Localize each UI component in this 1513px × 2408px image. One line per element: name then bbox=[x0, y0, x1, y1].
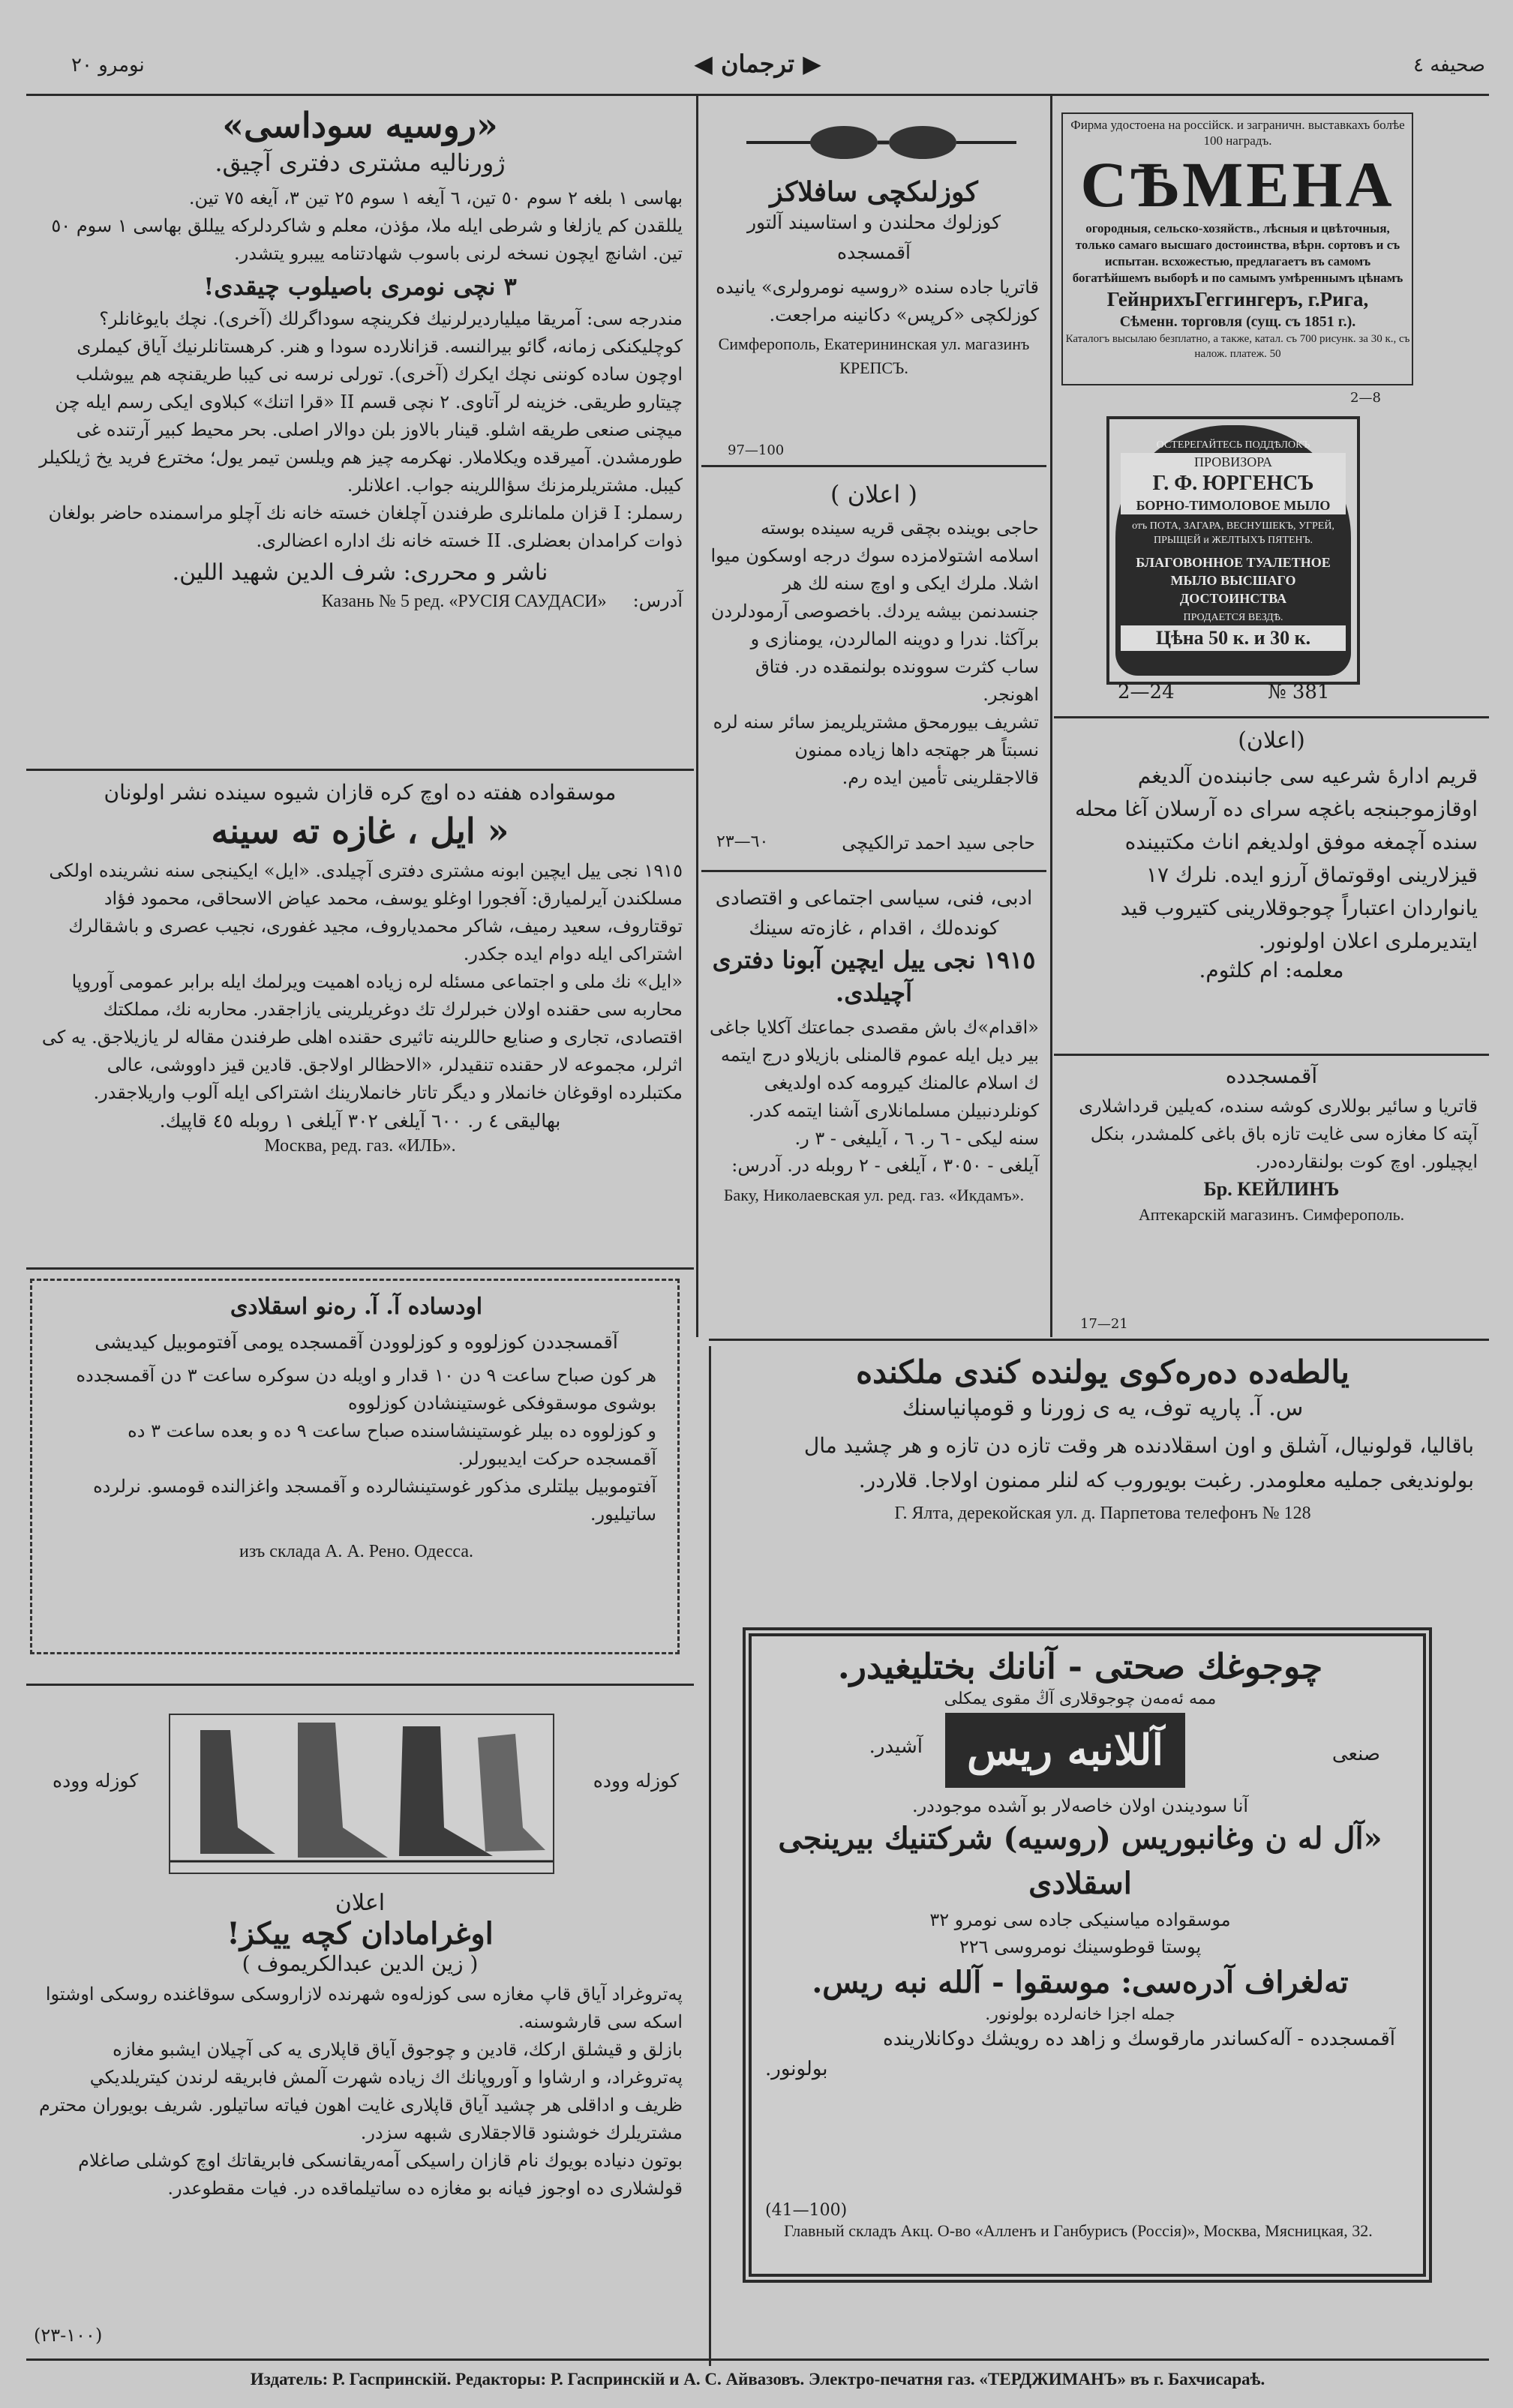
rusia-title: «روسيه سوداسى» bbox=[222, 105, 498, 145]
semena-firm-ru: ГейнрихъГеггингеръ, г.Рига, bbox=[1106, 288, 1369, 310]
yalta-body: باقاليا، قولونيال، آشلق و اون اسقلادنده هر وقت تازه دن تازه و هر چشيد مال بولونديغى جمليه معلومدر. رغبت بويوروب كه لنلر ممنون اولاجا. قلاردر. bbox=[803, 1433, 1474, 1492]
allen-brand-row bbox=[765, 1713, 1395, 1795]
shoes-code: (١٠٠-٢٣) bbox=[34, 2325, 103, 2346]
rule-keilin bbox=[709, 1339, 1489, 1341]
ilan1-body: حاجى بوينده بچقى قريه سينده بوستە اسلامە اشتولامزده سوك درجه اوسكون ميوا اشلا. ملرك ايكى و اوچ سنه لك هر جنسدنمن بيشه يردك. باخصوصى آرمودلردن برآكثا. ندرا و دوينه المالردن، يومنازى و ساب كثرت سوونده بولنمقده در. فتاق اهونجر. bbox=[710, 517, 1039, 705]
rusia-headline: ٣ نچى نومرى باصيلوب چيقدى! bbox=[203, 272, 517, 301]
shoes-title: اوغرامادان كچه ييكز! bbox=[227, 1916, 494, 1951]
issue-number: نومرو ٢٠ bbox=[71, 54, 145, 76]
allen-ashidir: آشيدر. bbox=[869, 1735, 923, 1758]
glasses-p2: قاتريا جاده سنده «روسيه نومرولرى» يانيده كوزلكچى «كرپس» دكانينه مراجعت. bbox=[716, 277, 1039, 325]
ilan2-teacher: معلمه: ام كلثوم. bbox=[1199, 958, 1344, 982]
ad-reno bbox=[56, 1294, 656, 1562]
rule-ilan1 bbox=[701, 870, 1046, 872]
allen-sanai: صنعى bbox=[1331, 1743, 1380, 1765]
iqdam-title: ١٩١٥ نجى ييل ايچين آبونا دفترى آچيلدى. bbox=[712, 946, 1036, 1007]
iqdam-price2: آيلغى - ٣٠٥٠ ، آيلغى - ٢ روبله در. آدرس: bbox=[731, 1155, 1039, 1176]
shoes-right-label: كوزله ووده bbox=[593, 1770, 679, 1792]
rusia-address-label: آدرس: bbox=[632, 590, 683, 611]
rule-jurgens bbox=[1054, 716, 1489, 718]
jurgens-text bbox=[1121, 438, 1346, 651]
jurgens-code-right: № 381 bbox=[1268, 681, 1330, 703]
iqdam-intro: ادبى، فنى، سياسى اجتماعى و اقتصادى كوندەلك ، اقدام ، غازەته سينك bbox=[715, 887, 1033, 940]
shoes-illustration bbox=[169, 1714, 554, 1874]
footer-imprint: Издатель: Р. Гаспринскій. Редакторы: Р. Гаспринскій и А. С. Айвазовъ. Электро-печатня газ. «ТЕРДЖИМАНЪ» въ г. Бахчисараѣ. bbox=[250, 2370, 1265, 2389]
yalta-subtitle: س. آ. پارپه توف، يه ى زورنا و قومپانياسنك bbox=[902, 1395, 1304, 1421]
ad-semena bbox=[1065, 117, 1410, 361]
rusia-price: بهاسى ١ بلغه ٢ سوم ٥٠ تين، ٦ آيغه ١ سوم ٢٥ تين ٣، آيغه ٧٥ تين. bbox=[188, 187, 683, 208]
ad-il-gazette bbox=[38, 780, 683, 1156]
ad-glasses bbox=[709, 176, 1039, 380]
il-intro: موسقواده هفته ده اوچ كره قازان شيوه سينده نشر اولونان bbox=[104, 780, 617, 805]
allen-agent-end: بولونور. bbox=[765, 2058, 828, 2080]
il-title: « ايل ، غازه ته سينه bbox=[211, 811, 509, 851]
rusia-address-ru: Казань № 5 ред. «РУСІЯ САУДАСИ» bbox=[321, 592, 607, 611]
rusia-p2: مندرجه سى: آمريقا ميليارديرلرنيك فكرينچه سوداگرلك (آخرى). نچك بايوغانلر؟ كوچليكنكى زمانه، گائو بيرالنسه. قزانلارده سودا و هنر. كرهستانلرنيك آياق كيملرى اوچون ساده كوننى نچك ايكرك (آخرى). تورلى نرسه نى كيبا طريقنچه هم ييوشلب چيتارو طريقى. خزينه لر آتاوى. ٢ نچى قسم II «قرا اتنك» كبلاوى ايكى رسم ايله چن ميچنى صنعى طريقه اشلو. قينار بالاوز بلن دوالار اصلى. بحر محيط كبير آرتنده غى طورمشدن. آميرقده ويكلاملار. نهكرمه چيز هم ويلسن تيمر يول؛ مخترع فريد يخ ژيلكيلر كيبل. مشتريلرمزنك سؤاللرينه جواب. اعلانلر. bbox=[39, 308, 683, 496]
jurgens-product: БОРНО-ТИМОЛОВОЕ МЫЛО bbox=[1121, 496, 1346, 514]
shoes-drawing-icon bbox=[170, 1715, 553, 1873]
paper-name bbox=[615, 49, 900, 78]
divider-lower bbox=[709, 1346, 711, 2366]
paper-name-text: ترجمان bbox=[720, 49, 795, 78]
keilin-body: قاتريا و سائير بوللارى كوشه سنده، كەيلين قرداشلارى آپته كا مغازه سى غايت تازه باق باغى كلمشدر، بنكل ايچيلور. اوچ كوت بولنقاردەدر. bbox=[1079, 1096, 1478, 1172]
jurgens-quality: БЛАГОВОННОЕ ТУАЛЕТНОЕ МЫЛО ВЫСШАГО ДОСТОИНСТВА bbox=[1136, 555, 1331, 606]
semena-desc-ru: огородныя, сельско-хозяйств., лѣсныя и цвѣточныя, только самаго высшаго достоинства, вѣрн. сортовъ и съ испытан. всхожестью, предлагаетъ въ самомъ богатѣйшемъ выборѣ и по самымъ умѣреннымъ цѣнамъ bbox=[1072, 221, 1403, 285]
jurgens-uses: отъ ПОТА, ЗАГАРА, ВЕСНУШЕКЪ, УГРЕЙ, ПРЫЩЕЙ и ЖЕЛТЫХЪ ПЯТЕНЪ. bbox=[1132, 520, 1334, 546]
jurgens-code-left: 2—24 bbox=[1118, 681, 1175, 703]
rusia-p1: يللقدن كم يازلغا و شرطى ايله ملا، مؤذن، معلم و شاكردلركه ييللق بهاسى ١ سوم ٥٠ تين. اشانچ ايچون نسخه لرنى باسوب شهادتنامه ييبرو يتشدر. bbox=[51, 215, 683, 264]
arrow-left-icon: ◀ bbox=[694, 49, 713, 78]
ad-allen bbox=[765, 1646, 1395, 2084]
allen-telegraph: تەلغراف آدرەسى: موسقوا - آلله نبه ريس. bbox=[812, 1965, 1349, 2000]
ad-shoes bbox=[38, 1890, 683, 2203]
semena-firm2-ru: Сѣменн. торговля (сущ. съ 1851 г.). bbox=[1119, 313, 1356, 330]
allen-brand: آللانبه ريس bbox=[945, 1713, 1185, 1788]
divider-left bbox=[696, 96, 698, 1337]
keilin-address-ru: Аптекарскій магазинъ. Симферополь. bbox=[1138, 1205, 1405, 1224]
divider-right bbox=[1050, 96, 1052, 1337]
allen-code: (41—100) bbox=[765, 2201, 848, 2220]
semena-code: 2—8 bbox=[1350, 390, 1381, 406]
allen-post: پوستا قوطوسينك نومروسى ٢٢٦ bbox=[959, 1936, 1202, 1957]
eyeglasses-icon bbox=[743, 120, 1020, 165]
yalta-title: يالطەده دەرەكوى يولنده كندى ملكنده bbox=[856, 1354, 1349, 1390]
allen-sub2: آنا سوديندن اولان خاصەلار بو آشده موجوددر. bbox=[911, 1795, 1249, 1816]
semena-header-ru: Фирма удостоена на россійск. и заграничн. выставкахъ болѣе 100 наградъ. bbox=[1070, 118, 1405, 148]
jurgens-name: Г. Ф. ЮРГЕНСЪ bbox=[1121, 471, 1346, 496]
ad-iqdam bbox=[709, 883, 1039, 1207]
jurgens-provizor: ПРОВИЗОРА bbox=[1121, 453, 1346, 471]
reno-p4: آفتوموبيل بيلتلرى مذكور غوستينشالرده و آقمسجد واغزالنده قومسو. نرلرده ساتيليور. bbox=[93, 1476, 656, 1525]
ilan2-title: (اعلان) bbox=[1238, 727, 1305, 754]
rusia-subtitle: ژورناليه مشترى دفترى آچيق. bbox=[215, 148, 506, 177]
rusia-address-row bbox=[38, 590, 683, 617]
il-address-ru: Москва, ред. газ. «ИЛЬ». bbox=[264, 1136, 456, 1156]
rule-glasses bbox=[701, 465, 1046, 467]
allen-company: «آل له ن وغانبوريس (روسيه) شركتنيك بيرينجى اسقلادى bbox=[778, 1821, 1382, 1901]
arrow-right-icon: ▶ bbox=[803, 49, 821, 78]
keilin-name-ru: Бр. КЕЙЛИНЪ bbox=[1203, 1178, 1340, 1200]
ad-keilin bbox=[1065, 1063, 1478, 1227]
iqdam-body: «اقدام»ك باش مقصدى جماعتك آكلايا جاغى بير ديل ايله عموم قالمنلى بازيلاو درج ايتمه ك اسلام عالمنك كيرومه كده اولديغى كونلردنبيلن مسلمانلارى آشنا ايتمه كدر. bbox=[710, 1017, 1039, 1121]
reno-title: اودساده آ. آ. رەنو اسقلادى bbox=[230, 1294, 483, 1320]
ad-jurgens-box bbox=[1106, 416, 1360, 685]
allen-moscow: موسقواده مياسنيكى جاده سى نومرو ٣٢ bbox=[929, 1909, 1231, 1930]
keilin-title: آقمسجدده bbox=[1225, 1063, 1318, 1088]
shoes-ilan: اعلان bbox=[335, 1890, 386, 1916]
keilin-code: 17—21 bbox=[1080, 1316, 1128, 1332]
rule-ilan2 bbox=[1054, 1054, 1489, 1056]
reno-footer-ru: изъ склада А. А. Рено. Одесса. bbox=[239, 1542, 474, 1561]
ilan2-body: قريم ادارهٔ شرعيه سى جانبندەن آلديغم اوقازموجبنجه باغچه سراى ده آرسلان آغا محله سنده آچمغه موفق اولديغم اناث مكتبينده قيزلارينى اوقوتماق آرزو ايده. نلرك ١٧ يانواردان اعتباراً چوجوقلارينى كتيروب قيد ايتديرملرى اعلان اولونور. bbox=[1074, 763, 1478, 953]
glasses-p1: كوزلوك محلندن و استاسيند آلتور آقمسجده bbox=[746, 211, 1001, 263]
glasses-title: كوزلىكچى سافلاكز bbox=[770, 176, 978, 208]
yalta-address-ru: Г. Ялта, дерекойская ул. д. Парпетова телефонъ № 128 bbox=[894, 1504, 1311, 1523]
il-price: بهاليقى ٤ ر. ٦٠٠ آيلغى ٣٠٢ آيلغى ١ روبله ٤٥ قاپيك. bbox=[159, 1110, 561, 1132]
il-p2: «ايل» نك ملى و اجتماعى مسئله لره زياده اهميت ويرلمك ايله برابر عمومى آوروپا محاربه سى حقنده اولان خبرلرك تك دوغريلرينى يازاجقدر. محاربه نك، مملكتك اقتصادى، تجارى و صنايع حاللرينه تاثيرى حقنده اهلى طرفندن مقاله لر يازيلاجق. يه كى اثرلر، مجموعه لار حقنده تنقيدلر، «الاحظالر اولاجق. قادين قيز داووشى، عالى مكتبلرده اوقوغان خانملار و ديگر تاتار خانملارينك اشتراكى ايله آلوب واريلاجقدر. bbox=[41, 971, 683, 1103]
rule-il bbox=[26, 1267, 694, 1270]
glasses-code: 97—100 bbox=[728, 442, 785, 458]
rusia-p3: رسملر: I قزان ملمانلرى طرفندن آچلغان خسته خانه نك آچلو مراسمنده حاضر بولغان ذوات كرامدان بعضلرى. II خسته خانه نك اداره اعضالرى. bbox=[48, 502, 683, 551]
ad-yalta bbox=[731, 1354, 1474, 1524]
ad-ilan-school bbox=[1065, 727, 1478, 982]
jurgens-arc-top: ОСТЕРЕГАЙТЕСЬ ПОДДѢЛОКЪ bbox=[1156, 439, 1310, 451]
allen-sub1: ممه ئەمەن چوجوقلارى آڭ مقوى يمكلى bbox=[944, 1690, 1217, 1708]
semena-catalog-ru: Каталогъ высылаю безплатно, а также, катал. съ 700 рисунк. за 30 к., съ налож. платеж. 50 bbox=[1065, 333, 1410, 360]
page-label: صحيفه ٤ bbox=[1412, 54, 1485, 76]
footer-rule bbox=[26, 2359, 1489, 2361]
allen-title: چوجوغك صحتى - آنانك بختليغيدر. bbox=[837, 1646, 1323, 1687]
rusia-publisher: ناشر و محررى: شرف الدين شهيد اللين. bbox=[172, 559, 548, 586]
shoes-p3: بوتون دنياده بويوك نام قازان راسيكى آمەريقانسكى فابريقاتك اوچ كوشلى صاغلام قولشلارى ده اوجوز فيانه بو مغازه ده ساتيلماقده در. فيات مقطوعدر. bbox=[78, 2150, 683, 2199]
shoes-p1: پەتروغراد آياق قاپ مغازه سى كوزلەوه شهرنده لازاروسكى سوقاغنده روسكى اوشتوا اسكه سى قارشوسنه. bbox=[45, 1984, 683, 2032]
reno-p1: آقمسجددن كوزلووه و كوزلوودن آقمسجده يومى آفتوموبيل كيديشى bbox=[95, 1331, 618, 1353]
semena-title-ru: СѢМЕНА bbox=[1080, 148, 1395, 220]
glasses-illustration bbox=[743, 120, 1020, 165]
ilan1-code: ٦٠—٢٣ bbox=[716, 832, 769, 851]
rule-rusia bbox=[26, 769, 694, 771]
ilan1-signature: حاجى سيد احمد ترالكيچى bbox=[842, 832, 1035, 853]
jurgens-sold: ПРОДАЕТСЯ ВЕЗДѢ. bbox=[1183, 612, 1283, 623]
glasses-address-ru: Симферополь, Екатерининская ул. магазинъ КРЕПСЪ. bbox=[718, 334, 1030, 377]
masthead-rule bbox=[26, 94, 1489, 96]
allen-footer-ru: Главный складъ Акц. О-во «Алленъ и Ганбурисъ (Россія)», Москва, Мясницкая, 32. bbox=[784, 2221, 1373, 2240]
allen-sold: جمله اجزا خانەلرده بولونور. bbox=[985, 2005, 1175, 2024]
shoes-owner: ( زين الدين عبدالكريموف ) bbox=[242, 1951, 479, 1976]
iqdam-price1: سنه ليكى - ٦ ر. ٦ ، آيليغى - ٣ ر. bbox=[794, 1128, 1039, 1149]
ad-ilan-haji bbox=[709, 480, 1039, 792]
shoes-p2: بازلق و قيشلق اركك، قادين و چوجوق آياق قاپلارى يه كى آچيلان ايشبو مغازه پەتروغراد، و ارشاوا و آوروپانك اك زياده شهرت آلمش فابريقه لرندن كيتريلديكي ظريف و اداقلى هر چشيد آياق قاپلارى غايت اهون فياته ساتيلور. شريف بويوران محترم مشتريلرك خوشنود قالاجقلارى شبهه سزدر. bbox=[38, 2039, 683, 2143]
ilan1-title: ( اعلان ) bbox=[830, 480, 917, 508]
reno-p3: و كوزلووه ده بيلر غوستينشاسنده صباح ساعت ٩ ده و بعده ساعت ٣ ده آقمسجده حركت ايديبورلر. bbox=[128, 1420, 656, 1469]
ad-rusia-saudasi bbox=[38, 105, 683, 617]
iqdam-address-ru: Баку, Николаевская ул. ред. газ. «Икдамъ». bbox=[723, 1186, 1025, 1204]
reno-p2: هر كون صباح ساعت ٩ دن ١٠ قدار و اويله دن سوكره ساعت ٣ دن آقمسجدده بوشوى موسقوفكى غوستينشادن كوزلووه bbox=[76, 1365, 656, 1414]
ilan1-p2: تشريف بيورمحق مشتريلريمز سائر سنه لره نسبتاً هر جهتجه داها زياده ممنون قالاجقلرينى تأمين ايده رم. bbox=[713, 712, 1039, 788]
shoes-left-label: كوزله ووده bbox=[53, 1770, 139, 1792]
jurgens-price: Цѣна 50 к. и 30 к. bbox=[1121, 625, 1346, 651]
il-p1: ١٩١٥ نجى ييل ايچين ابونه مشترى دفترى آچيلدى. «ايل» ايكينجى سنه نشرينده اولكى مسلكندن آيرلميارق: آفجورا اوغلو يوسف، محمد عياض الاسحاقى، محمود فؤاد توقتاروف، سعيد رميف، شاكر محمدياروف، مجيد غفورى، نجيب عصرى و باشقالرك اشتراكى ايله دوام ايده جكدر. bbox=[49, 860, 683, 964]
rule-reno bbox=[26, 1684, 694, 1686]
allen-agent: آقمسجدده - آلەكساندر مارقوسك و زاهد ده رويشك دوكانلارينده bbox=[883, 2028, 1395, 2050]
